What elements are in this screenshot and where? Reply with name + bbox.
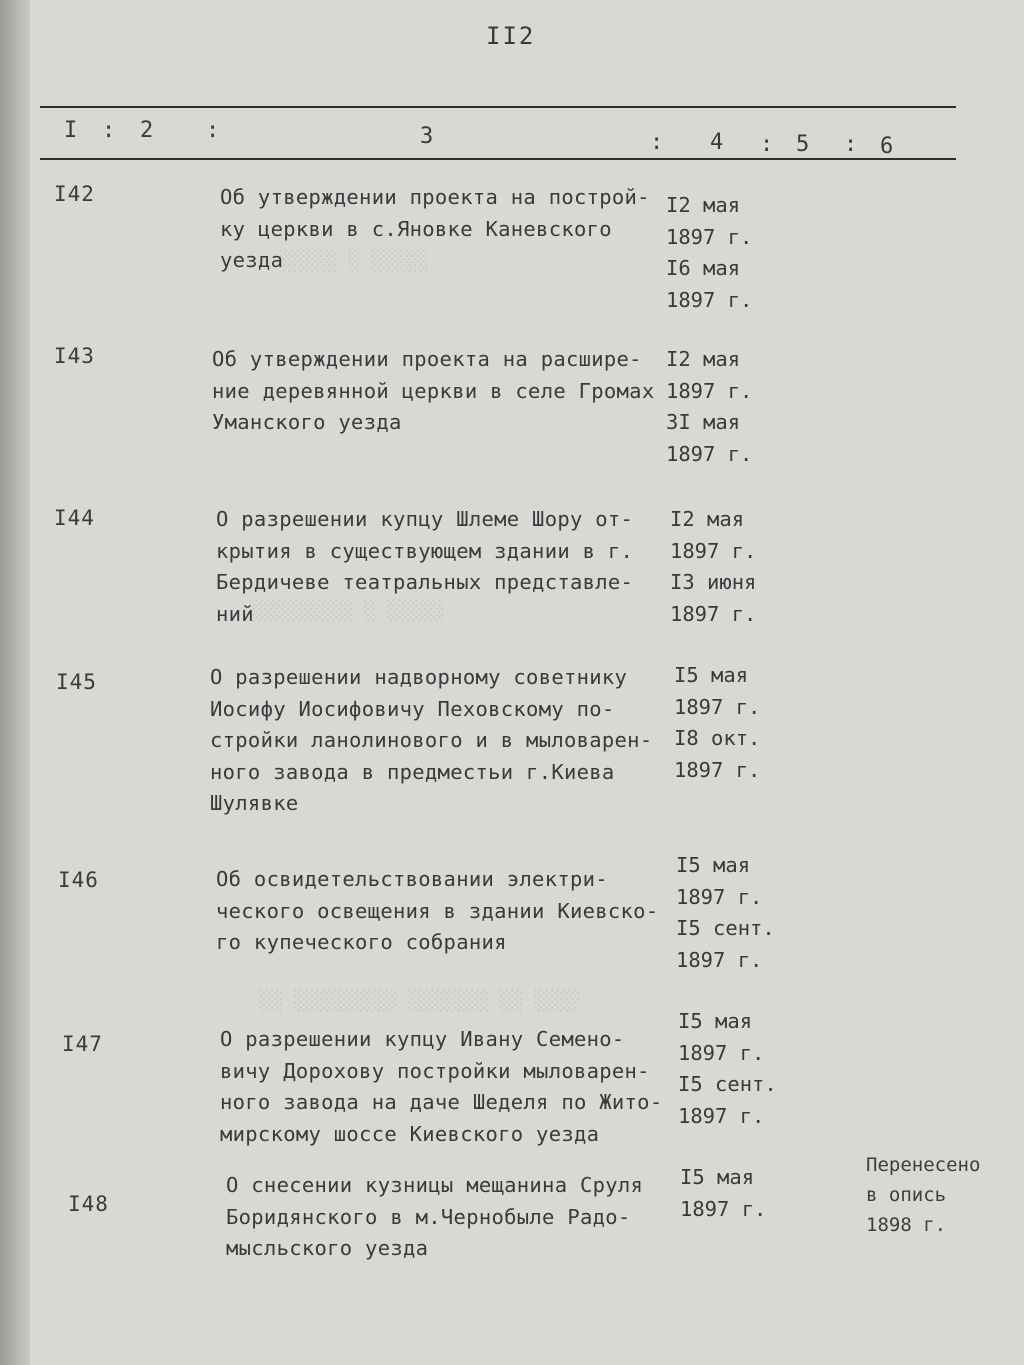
row-dates (666, 190, 752, 316)
title-line: уезда (220, 248, 284, 272)
title-line: вичу Дорохову постройки мыловарен- (220, 1058, 650, 1083)
row-number: I47 (62, 1032, 103, 1056)
title-line: ние деревянной церкви в селе Громах (212, 378, 655, 403)
date-line: 1897 г. (670, 601, 757, 626)
row-number: I46 (58, 868, 99, 892)
title-line: мысльского уезда (226, 1236, 429, 1260)
title-line: крытия в существующем здании в г. (216, 538, 634, 563)
date-line: 1897 г. (674, 757, 761, 782)
title-line: ку церкви в с.Яновке Каневского (220, 216, 612, 241)
title-line: Боридянского в м.Чернобыле Радо- (226, 1204, 631, 1229)
date-line: I5 сент. (676, 916, 775, 940)
row-dates (674, 660, 760, 786)
title-line: Об утверждении проекта на построй- (220, 185, 650, 209)
date-line: I8 окт. (674, 726, 761, 750)
row-number: I45 (56, 670, 97, 694)
column-separator: : (650, 130, 664, 155)
date-line: I2 мая (666, 193, 741, 217)
title-line: О снесении кузницы мещанина Сруля (226, 1173, 644, 1197)
row-title (212, 344, 654, 439)
title-line: О разрешении купцу Шлеме Шору от- (216, 507, 634, 531)
header-bottom-rule (40, 158, 956, 160)
date-line: I5 мая (676, 853, 751, 877)
date-line: 1897 г. (678, 1103, 765, 1128)
row-dates (666, 344, 752, 470)
title-line: Об освидетельствовании электри- (216, 867, 608, 891)
row-title (220, 182, 650, 277)
row-title (210, 662, 652, 820)
column-header-2: 2 (140, 118, 154, 143)
title-line: Шулявке (210, 791, 299, 815)
header-top-rule (40, 106, 956, 108)
row-title (216, 504, 633, 630)
title-line: О разрешении купцу Ивану Семено- (220, 1027, 625, 1051)
column-header-3: 3 (420, 124, 434, 149)
date-line: I2 мая (670, 507, 745, 531)
column-separator: : (102, 118, 116, 143)
row-dates (676, 850, 775, 976)
column-separator: : (844, 132, 858, 157)
title-line: О разрешении надворному советнику (210, 665, 628, 689)
row-dates (678, 1006, 777, 1132)
title-line: ний (216, 601, 254, 626)
row-title (226, 1170, 643, 1265)
date-line: 1897 г. (666, 441, 753, 466)
date-line: 3I мая (666, 410, 741, 434)
bleed-through-mark: ░░ ░░░░░░░░░ ░░░░░░░ ░░ ░░░░ (260, 990, 581, 1012)
title-line: ческого освещения в здании Киевско- (216, 898, 659, 923)
row-number: I42 (54, 182, 95, 206)
bleed-through-mark: ░░░░░ ░ ░░░░░ (280, 250, 429, 272)
row-number: I43 (54, 344, 95, 368)
date-line: I5 мая (678, 1009, 753, 1033)
page-number: II2 (486, 22, 536, 50)
column-header-5: 5 (796, 132, 810, 157)
date-line: 1897 г. (680, 1196, 767, 1221)
row-number: I44 (54, 506, 95, 530)
date-line: 1897 г. (674, 694, 761, 719)
document-page (30, 0, 1024, 1365)
title-line: Иосифу Иосифовичу Пеховскому по- (210, 696, 615, 721)
title-line: Уманского уезда (212, 410, 402, 434)
column-separator: : (760, 132, 774, 157)
date-line: 1897 г. (666, 378, 753, 403)
bleed-through-mark: ░░░░░░░░░ ░ ░░░░░ (250, 600, 445, 622)
title-line: ного завода в предместьи г.Киева (210, 759, 615, 784)
column-header-4: 4 (710, 130, 724, 155)
title-line: мирскому шоссе Киевского уезда (220, 1121, 600, 1146)
row-dates (680, 1162, 766, 1225)
row-note: Перенесено в опись 1898 г. (866, 1154, 981, 1236)
date-line: I6 мая (666, 256, 741, 280)
title-line: го купеческого собрания (216, 930, 507, 954)
date-line: 1897 г. (676, 947, 763, 972)
date-line: I5 мая (680, 1165, 755, 1189)
row-number: I48 (68, 1192, 109, 1216)
date-line: 1897 г. (666, 224, 753, 249)
title-line: стройки ланолинового и в мыловарен- (210, 728, 653, 752)
row-title (216, 864, 658, 959)
title-line: Об утверждении проекта на расшире- (212, 347, 642, 371)
date-line: 1897 г. (676, 884, 763, 909)
date-line: 1897 г. (670, 538, 757, 563)
row-dates (670, 504, 756, 630)
date-line: I2 мая (666, 347, 741, 371)
date-line: 1897 г. (678, 1040, 765, 1065)
column-header-6: 6 (880, 134, 894, 159)
row-title (220, 1024, 662, 1150)
column-separator: : (206, 118, 220, 143)
date-line: I5 сент. (678, 1072, 777, 1096)
date-line: I3 июня (670, 570, 757, 594)
column-header-1: I (64, 118, 78, 143)
title-line: Бердичеве театральных представле- (216, 570, 634, 594)
date-line: I5 мая (674, 663, 749, 687)
date-line: 1897 г. (666, 287, 753, 312)
title-line: ного завода на даче Шеделя по Жито- (220, 1090, 663, 1114)
